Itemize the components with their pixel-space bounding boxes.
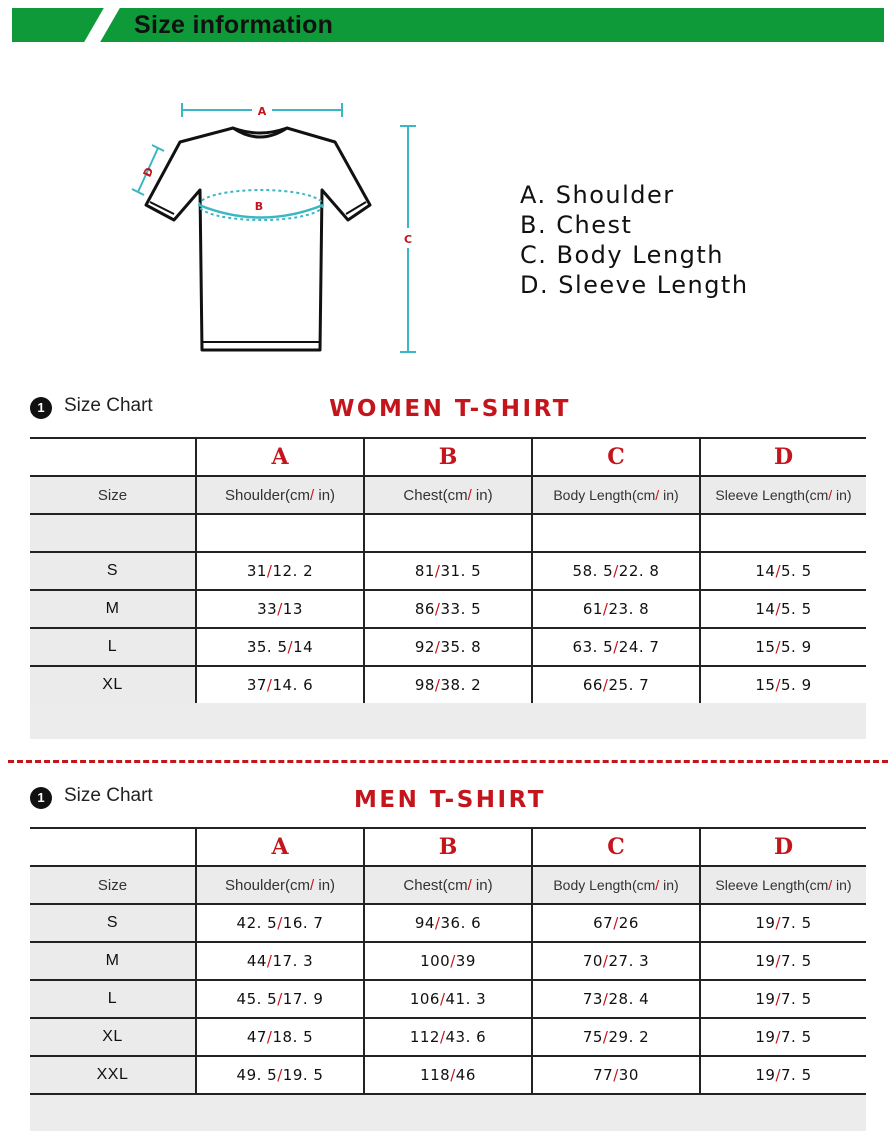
measurement-cell-a (196, 1056, 364, 1094)
measurement-cell-c (532, 1056, 700, 1094)
page-title: Size information (134, 11, 334, 39)
cm-value: 14 (755, 562, 776, 580)
column-letter-row (30, 828, 866, 866)
value-separator: / (775, 676, 782, 694)
header-body-length: Body Length(cm/ in) (532, 476, 700, 514)
column-letter-d: D (700, 438, 866, 476)
women-size-table (30, 437, 866, 705)
table-row-blank (30, 514, 866, 552)
column-letter-b: B (364, 438, 532, 476)
cm-value: 19 (755, 952, 776, 970)
inch-value: 14. 6 (272, 676, 314, 694)
dimension-label-b: B (254, 200, 264, 213)
inch-value: 39 (455, 952, 476, 970)
cm-value: 31 (246, 562, 267, 580)
value-separator: / (775, 638, 782, 656)
measurement-cell-a (196, 980, 364, 1018)
value-separator: / (266, 952, 273, 970)
column-letter-a: A (196, 438, 364, 476)
size-header: Size (30, 866, 196, 904)
measurement-cell-d (700, 628, 866, 666)
measurement-cell-b (364, 628, 532, 666)
measurement-cell-b (364, 666, 532, 704)
inch-value: 18. 5 (272, 1028, 314, 1046)
men-size-table (30, 827, 866, 1095)
value-separator: / (434, 562, 441, 580)
measurement-cell-b (364, 590, 532, 628)
cm-value: 73 (582, 990, 603, 1008)
value-separator: / (775, 990, 782, 1008)
inch-value: 17. 3 (272, 952, 314, 970)
cm-value: 45. 5 (236, 990, 278, 1008)
measurement-legend (520, 180, 749, 300)
tshirt-diagram (130, 90, 430, 360)
value-separator: / (775, 1066, 782, 1084)
cm-value: 77 (593, 1066, 614, 1084)
cm-value: 92 (414, 638, 435, 656)
size-cell: XL (30, 666, 196, 704)
inch-value: 28. 4 (608, 990, 650, 1008)
men-table-footer (30, 1095, 866, 1131)
value-separator: / (287, 638, 294, 656)
inch-value: 46 (455, 1066, 476, 1084)
column-letter-a: A (196, 828, 364, 866)
measurement-cell-c (532, 904, 700, 942)
cm-value: 66 (582, 676, 603, 694)
measurement-cell-d (700, 1018, 866, 1056)
value-separator: / (775, 562, 782, 580)
measurement-cell-d (700, 1056, 866, 1094)
table-row (30, 628, 866, 666)
size-cell: S (30, 904, 196, 942)
blank-cell (30, 438, 196, 476)
column-letter-d: D (700, 828, 866, 866)
measurement-cell-a (196, 904, 364, 942)
inch-value: 17. 9 (282, 990, 324, 1008)
inch-value: 5. 9 (781, 638, 812, 656)
tshirt-outline (146, 128, 370, 350)
inch-value: 14 (293, 638, 314, 656)
measurement-cell-a (196, 590, 364, 628)
inch-value: 41. 3 (445, 990, 487, 1008)
column-letter-c: C (532, 828, 700, 866)
table-row (30, 1056, 866, 1094)
cm-value: 49. 5 (236, 1066, 278, 1084)
cm-value: 98 (414, 676, 435, 694)
section-divider (8, 760, 888, 763)
inch-value: 19. 5 (282, 1066, 324, 1084)
header-shoulder: Shoulder(cm/ in) (196, 866, 364, 904)
column-letter-row (30, 438, 866, 476)
inch-value: 5. 5 (781, 562, 812, 580)
cm-value: 19 (755, 914, 776, 932)
women-chart-title: WOMEN T-SHIRT (329, 396, 571, 422)
value-separator: / (602, 990, 609, 1008)
women-table-footer (30, 703, 866, 739)
dimension-label-a: A (257, 105, 267, 118)
value-separator: / (602, 600, 609, 618)
cm-value: 70 (582, 952, 603, 970)
value-separator: / (602, 952, 609, 970)
inch-value: 12. 2 (272, 562, 314, 580)
men-section-header (30, 783, 870, 813)
cm-value: 14 (755, 600, 776, 618)
inch-value: 36. 6 (440, 914, 482, 932)
legend-sleeve-length: D. Sleeve Length (520, 271, 749, 299)
size-chart-label: Size Chart (64, 785, 153, 806)
cm-value: 15 (755, 676, 776, 694)
inch-value: 25. 7 (608, 676, 650, 694)
value-separator: / (266, 676, 273, 694)
value-separator: / (434, 638, 441, 656)
size-cell: L (30, 628, 196, 666)
header-body-length: Body Length(cm/ in) (532, 866, 700, 904)
size-cell: XL (30, 1018, 196, 1056)
bullet-number: 1 (30, 787, 52, 809)
value-separator: / (775, 600, 782, 618)
value-separator: / (613, 562, 619, 580)
measurement-cell-c (532, 666, 700, 704)
table-row (30, 904, 866, 942)
value-separator: / (775, 1028, 782, 1046)
column-header-row (30, 476, 866, 514)
inch-value: 13 (282, 600, 303, 618)
inch-value: 7. 5 (781, 1066, 812, 1084)
table-row (30, 980, 866, 1018)
value-separator: / (434, 676, 441, 694)
inch-value: 35. 8 (440, 638, 482, 656)
measurement-cell-c (532, 552, 700, 590)
size-cell: L (30, 980, 196, 1018)
value-separator: / (450, 1066, 456, 1084)
dimension-label-d: D (140, 165, 157, 180)
column-letter-b: B (364, 828, 532, 866)
cm-value: 33 (257, 600, 278, 618)
inch-value: 38. 2 (440, 676, 482, 694)
measurement-cell-a (196, 1018, 364, 1056)
inch-value: 24. 7 (618, 638, 660, 656)
value-separator: / (775, 914, 782, 932)
header-sleeve-length: Sleeve Length(cm/ in) (700, 476, 866, 514)
value-separator: / (613, 914, 619, 932)
header-chest: Chest(cm/ in) (364, 476, 532, 514)
value-separator: / (439, 1028, 446, 1046)
measurement-cell-a (196, 628, 364, 666)
banner-slash (84, 8, 120, 42)
measurement-cell-d (700, 552, 866, 590)
cm-value: 67 (593, 914, 614, 932)
header-shoulder: Shoulder(cm/ in) (196, 476, 364, 514)
legend-body-length: C. Body Length (520, 241, 725, 269)
inch-value: 7. 5 (781, 952, 812, 970)
inch-value: 5. 9 (781, 676, 812, 694)
cm-value: 19 (755, 1066, 776, 1084)
measurement-cell-b (364, 552, 532, 590)
measurement-cell-d (700, 980, 866, 1018)
inch-value: 7. 5 (781, 914, 812, 932)
measurement-cell-b (364, 980, 532, 1018)
title-banner (12, 8, 884, 42)
value-separator: / (434, 600, 441, 618)
inch-value: 27. 3 (608, 952, 650, 970)
cm-value: 19 (755, 1028, 776, 1046)
size-chart-label: Size Chart (64, 395, 153, 416)
table-row (30, 552, 866, 590)
cm-value: 118 (420, 1066, 451, 1084)
inch-value: 43. 6 (445, 1028, 487, 1046)
measurement-cell-c (532, 628, 700, 666)
measurement-cell-d (700, 666, 866, 704)
measurement-cell-a (196, 666, 364, 704)
measurement-cell-b (364, 942, 532, 980)
legend-chest: B. Chest (520, 211, 633, 239)
value-separator: / (277, 990, 283, 1008)
blank-cell (30, 828, 196, 866)
value-separator: / (450, 952, 456, 970)
measurement-cell-b (364, 904, 532, 942)
cm-value: 106 (409, 990, 440, 1008)
measurement-cell-d (700, 942, 866, 980)
value-separator: / (613, 638, 619, 656)
measurement-cell-b (364, 1018, 532, 1056)
value-separator: / (439, 990, 446, 1008)
table-row (30, 666, 866, 704)
women-section-header (30, 393, 870, 423)
cm-value: 75 (582, 1028, 603, 1046)
cm-value: 19 (755, 990, 776, 1008)
header-sleeve-length: Sleeve Length(cm/ in) (700, 866, 866, 904)
value-separator: / (277, 600, 283, 618)
cm-value: 81 (414, 562, 435, 580)
value-separator: / (602, 1028, 609, 1046)
column-header-row (30, 866, 866, 904)
cm-value: 35. 5 (246, 638, 288, 656)
table-row (30, 942, 866, 980)
cm-value: 100 (420, 952, 451, 970)
value-separator: / (266, 1028, 273, 1046)
measurement-cell-c (532, 980, 700, 1018)
value-separator: / (613, 1066, 619, 1084)
cm-value: 94 (414, 914, 435, 932)
header-chest: Chest(cm/ in) (364, 866, 532, 904)
inch-value: 16. 7 (282, 914, 324, 932)
size-cell: M (30, 590, 196, 628)
value-separator: / (434, 914, 441, 932)
dimension-label-c: C (403, 233, 413, 246)
inch-value: 22. 8 (618, 562, 660, 580)
inch-value: 29. 2 (608, 1028, 650, 1046)
measurement-cell-a (196, 552, 364, 590)
size-header: Size (30, 476, 196, 514)
inch-value: 30 (618, 1066, 639, 1084)
cm-value: 37 (246, 676, 267, 694)
value-separator: / (277, 1066, 283, 1084)
value-separator: / (277, 914, 283, 932)
inch-value: 33. 5 (440, 600, 482, 618)
cm-value: 58. 5 (572, 562, 614, 580)
measurement-cell-a (196, 942, 364, 980)
column-letter-c: C (532, 438, 700, 476)
value-separator: / (266, 562, 273, 580)
inch-value: 31. 5 (440, 562, 482, 580)
measurement-cell-c (532, 590, 700, 628)
cm-value: 61 (582, 600, 603, 618)
measurement-cell-b (364, 1056, 532, 1094)
size-cell: M (30, 942, 196, 980)
table-row (30, 590, 866, 628)
value-separator: / (602, 676, 609, 694)
inch-value: 5. 5 (781, 600, 812, 618)
size-cell: XXL (30, 1056, 196, 1094)
measurement-cell-c (532, 1018, 700, 1056)
inch-value: 7. 5 (781, 1028, 812, 1046)
table-row (30, 1018, 866, 1056)
cm-value: 63. 5 (572, 638, 614, 656)
inch-value: 7. 5 (781, 990, 812, 1008)
measurement-cell-d (700, 904, 866, 942)
inch-value: 23. 8 (608, 600, 650, 618)
cm-value: 42. 5 (236, 914, 278, 932)
legend-shoulder: A. Shoulder (520, 181, 675, 209)
cm-value: 15 (755, 638, 776, 656)
size-cell: S (30, 552, 196, 590)
cm-value: 44 (246, 952, 267, 970)
measurement-cell-d (700, 590, 866, 628)
measurement-cell-c (532, 942, 700, 980)
bullet-number: 1 (30, 397, 52, 419)
inch-value: 26 (618, 914, 639, 932)
cm-value: 86 (414, 600, 435, 618)
value-separator: / (775, 952, 782, 970)
cm-value: 112 (409, 1028, 440, 1046)
cm-value: 47 (246, 1028, 267, 1046)
men-chart-title: MEN T-SHIRT (354, 787, 546, 813)
